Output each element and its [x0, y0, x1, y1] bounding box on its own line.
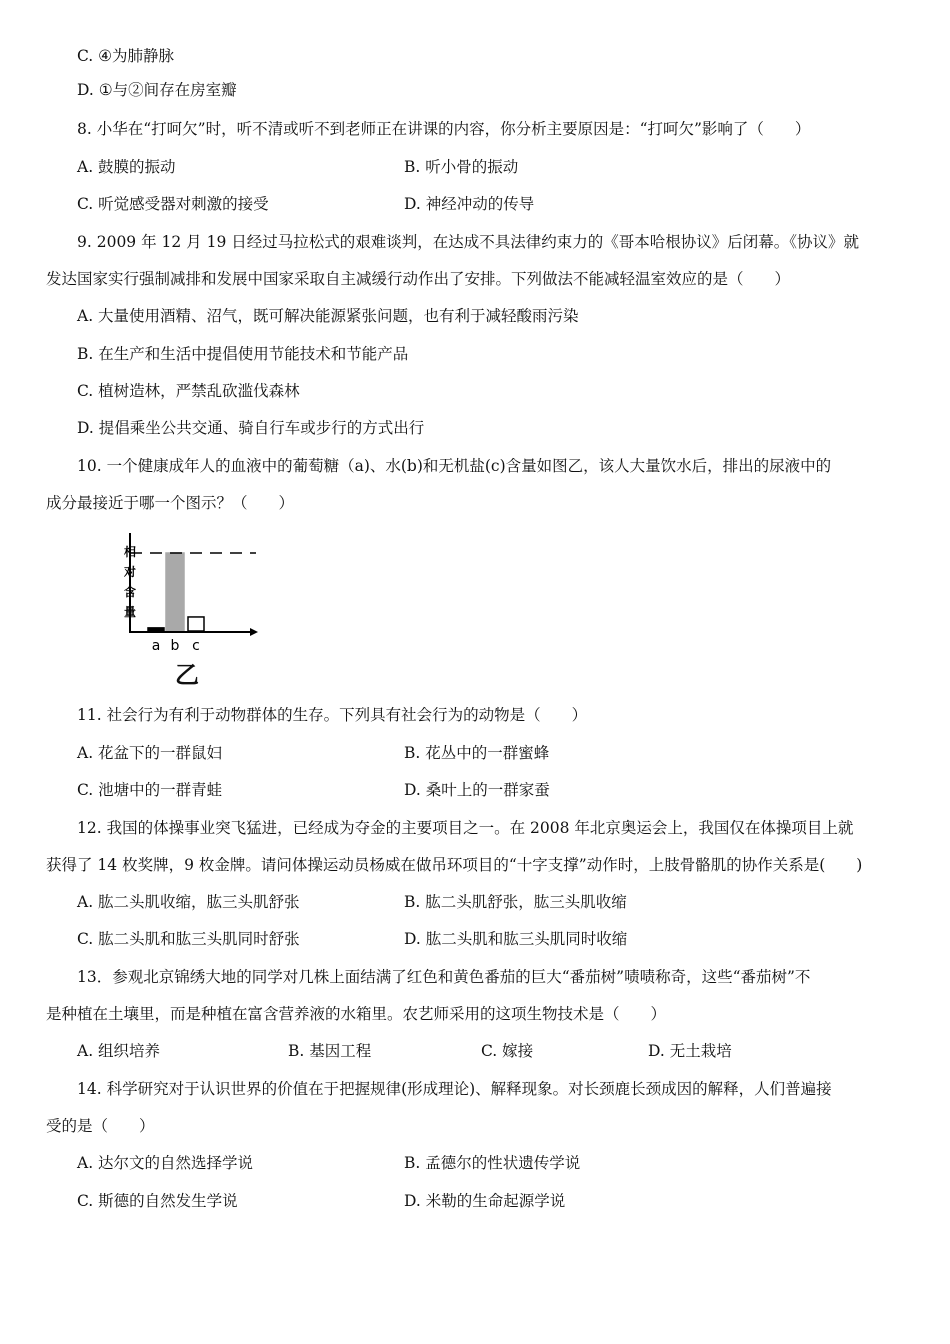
bar-b	[166, 553, 184, 631]
q13-option-a: A. 组织培养	[77, 1042, 161, 1060]
q11-option-a: A. 花盆下的一群鼠妇	[77, 744, 223, 762]
x-tick-label-a: a	[151, 638, 161, 654]
q10-stem-line2: 成分最接近于哪一个图示？（ ）	[46, 494, 295, 512]
q11-option-b: B. 花丛中的一群蜜蜂	[404, 744, 550, 762]
bar-c	[188, 617, 204, 631]
q11-option-d: D. 桑叶上的一群家蚕	[404, 781, 550, 799]
bars-group	[148, 553, 204, 631]
q7-option-d: D. ①与②间存在房室瓣	[77, 81, 237, 99]
q12-option-c: C. 肱二头肌和肱三头肌同时舒张	[77, 930, 300, 948]
q7-option-c: C. ④为肺静脉	[77, 47, 175, 65]
q13-stem-line1: 13．参观北京锦绣大地的同学对几株上面结满了红色和黄色番茄的巨大“番茄树”啧啧称奇，这些“番茄树”不	[77, 968, 811, 986]
q8-option-d: D. 神经冲动的传导	[404, 195, 535, 213]
q13-option-d: D. 无土栽培	[648, 1042, 732, 1060]
q12-option-d: D. 肱二头肌和肱三头肌同时收缩	[404, 930, 628, 948]
x-axis-arrow	[250, 628, 258, 636]
q10-stem-line1: 10. 一个健康成年人的血液中的葡萄糖（a)、水(b)和无机盐(c)含量如图乙，该人大量饮水后，排出的尿液中的	[77, 457, 832, 475]
q14-stem-line2: 受的是（ ）	[46, 1117, 155, 1135]
x-tick-labels-group	[152, 638, 200, 654]
q12-option-a: A. 肱二头肌收缩，肱三头肌舒张	[77, 893, 300, 911]
q14-option-d: D. 米勒的生命起源学说	[404, 1192, 566, 1210]
q11-option-c: C. 池塘中的一群青蛙	[77, 781, 223, 799]
q13-option-c: C. 嫁接	[481, 1042, 534, 1060]
q9-option-c: C. 植树造林，严禁乱砍滥伐森林	[77, 382, 300, 400]
q12-stem-line1: 12. 我国的体操事业突飞猛进，已经成为夺金的主要项目之一。在 2008 年北京奥运会上，我国仅在体操项目上就	[77, 819, 854, 837]
q9-option-a: A. 大量使用酒精、沼气，既可解决能源紧张问题，也有利于减轻酸雨污染	[77, 307, 579, 325]
q13-option-b: B. 基因工程	[288, 1042, 372, 1060]
q9-stem-line2: 发达国家实行强制减排和发展中国家采取自主减缓行动作出了安排。下列做法不能减轻温室效应的是（ ）	[46, 270, 791, 288]
q8-stem: 8. 小华在“打呵欠”时，听不清或听不到老师正在讲课的内容，你分析主要原因是：“打呵欠”影响了（ ）	[77, 120, 811, 138]
x-tick-label-b: b	[170, 638, 180, 654]
q9-option-d: D. 提倡乘坐公共交通、骑自行车或步行的方式出行	[77, 419, 425, 437]
q8-option-a: A. 鼓膜的振动	[77, 158, 176, 176]
q8-option-b: B. 听小骨的振动	[404, 158, 519, 176]
x-tick-label-c: c	[192, 638, 200, 654]
q14-option-b: B. 孟德尔的性状遗传学说	[404, 1154, 581, 1172]
q11-stem: 11. 社会行为有利于动物群体的生存。下列具有社会行为的动物是（ ）	[77, 706, 588, 724]
y-axis-label-char: 对	[124, 565, 137, 579]
y-axis-label-char: 含	[124, 585, 137, 599]
bar-a	[148, 628, 164, 631]
q9-stem-line1: 9. 2009 年 12 月 19 日经过马拉松式的艰难谈判，在达成不具法律约束力的《哥本哈根协议》后闭幕。《协议》就	[77, 233, 859, 251]
q12-option-b: B. 肱二头肌舒张，肱三头肌收缩	[404, 893, 627, 911]
q8-option-c: C. 听觉感受器对刺激的接受	[77, 195, 269, 213]
y-axis-label-char: 量	[124, 605, 137, 619]
q14-stem-line1: 14. 科学研究对于认识世界的价值在于把握规律(形成理论)、解释现象。对长颈鹿长颈成因的解释，人们普遍接	[77, 1080, 832, 1098]
q14-option-c: C. 斯德的自然发生学说	[77, 1192, 238, 1210]
y-axis-label-char: 相	[124, 545, 137, 559]
q12-stem-line2: 获得了 14 枚奖牌，9 枚金牌。请问体操运动员杨威在做吊环项目的“十字支撑”动作时，上肢骨骼肌的协作关系是( )	[46, 856, 863, 874]
chart-title: 乙	[175, 661, 199, 689]
q14-option-a: A. 达尔文的自然选择学说	[77, 1154, 254, 1172]
q9-option-b: B. 在生产和生活中提倡使用节能技术和节能产品	[77, 345, 409, 363]
q13-stem-line2: 是种植在土壤里，而是种植在富含营养液的水箱里。农艺师采用的这项生物技术是（ ）	[46, 1005, 667, 1023]
